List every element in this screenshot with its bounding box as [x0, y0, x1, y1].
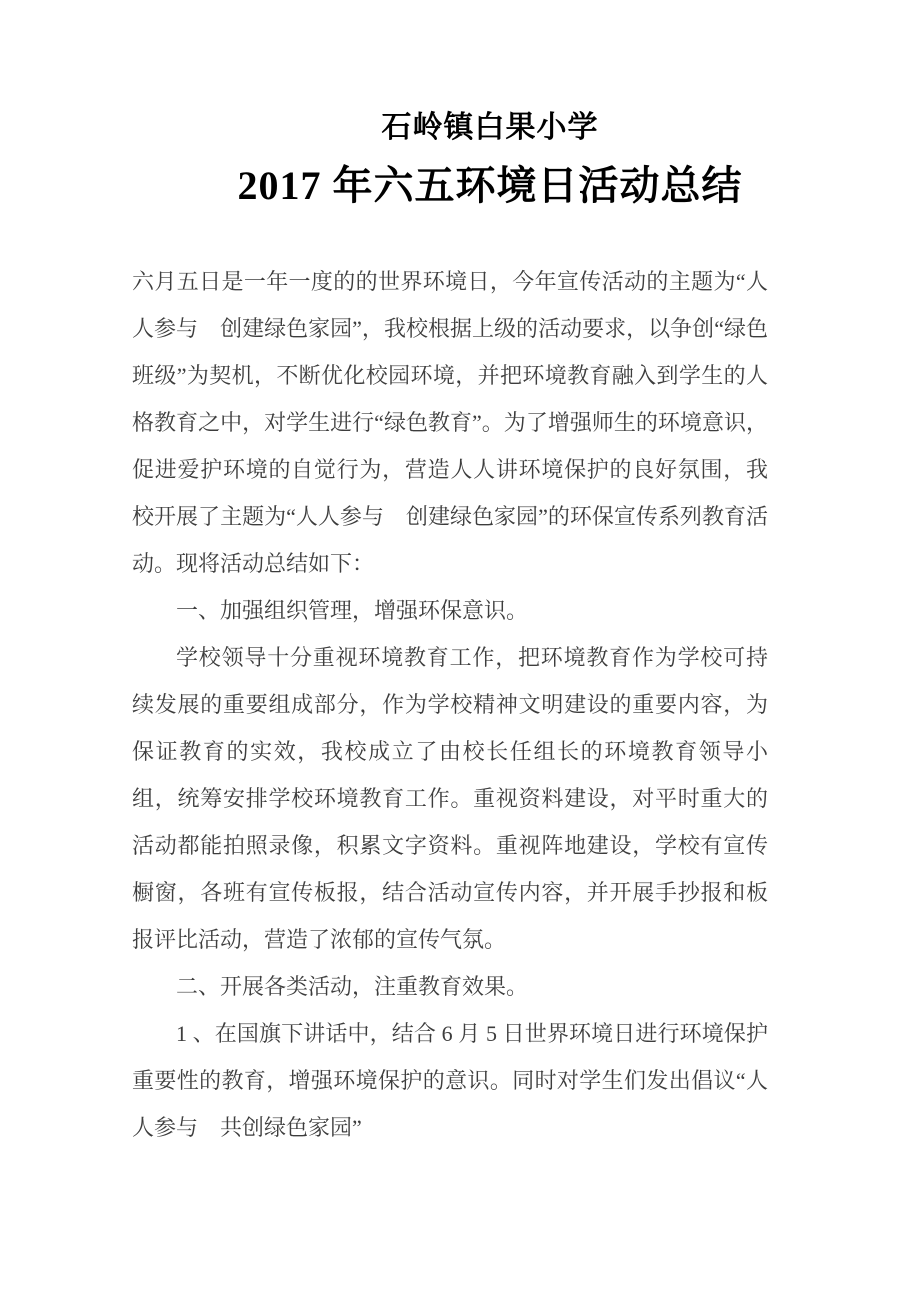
paragraph-section-2-item-1: 1 、在国旗下讲话中，结合 6 月 5 日世界环境日进行环境保护重要性的教育，增强环境保护的意识。同时对学生们发出倡议“人人参与 共创绿色家园”: [132, 1021, 768, 1140]
paragraph-intro: 六月五日是一年一度的的世界环境日，今年宣传活动的主题为“人人参与 创建绿色家园”，我校根据上级的活动要求，以争创“绿色班级”为契机，不断优化校园环境，并把环境教育融入到学生的人格教育之中，对学生进行“绿色教育”。为了增强师生的环境意识，促进爱护环境的自觉行为，营造人人讲环境保护的良好氛围，我校开展了主题为“人人参与 创建绿色家园”的环保宣传系列教育活动。现将活动总结如下：: [132, 269, 768, 576]
paragraph-section-1-heading: 一、加强组织管理，增强环保意识。: [176, 598, 529, 623]
document-content: [132, 106, 768, 1151]
document-body: [132, 258, 768, 1151]
paragraph-section-2-heading: 二、开展各类活动，注重教育效果。: [176, 974, 529, 999]
paragraph-section-1-content: 学校领导十分重视环境教育工作，把环境教育作为学校可持续发展的重要组成部分，作为学校精神文明建设的重要内容，为保证教育的实效，我校成立了由校长任组长的环境教育领导小组，统筹安排学校环境教育工作。重视资料建设，对平时重大的活动都能拍照录像，积累文字资料。重视阵地建设，学校有宣传橱窗，各班有宣传板报，结合活动宣传内容，并开展手抄报和板报评比活动，营造了浓郁的宣传气氛。: [132, 645, 768, 952]
document-header: [172, 106, 808, 216]
document-title: 2017 年六五环境日活动总结: [237, 163, 743, 208]
school-name: 石岭镇白果小学: [381, 111, 599, 144]
